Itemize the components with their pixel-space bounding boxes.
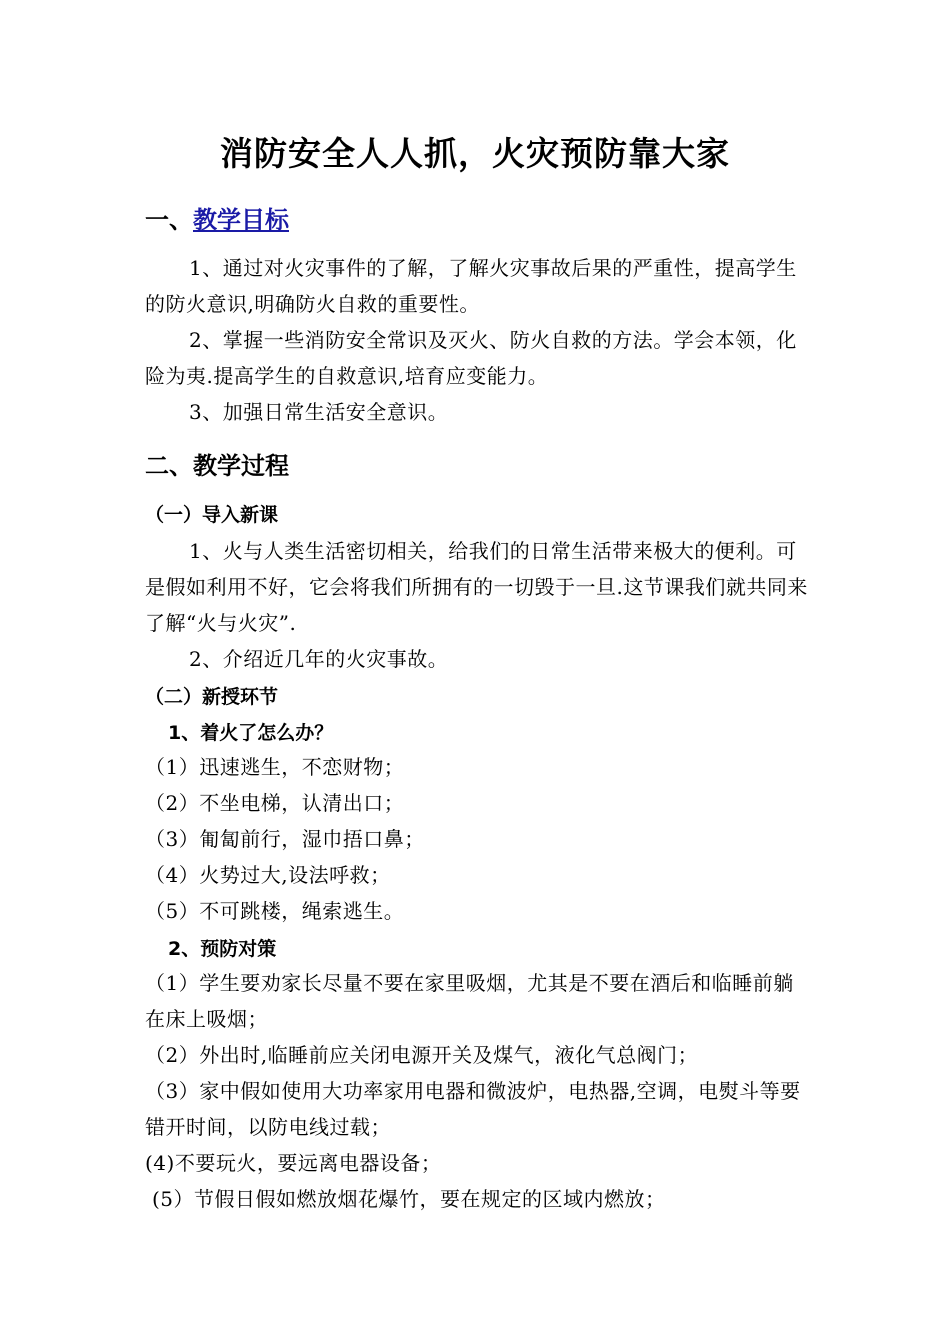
- topic-heading-fire-response: 1、着火了怎么办？: [168, 722, 334, 744]
- objective-item: 1、通过对火灾事件的了解，了解火灾事故后果的严重性，提高学生的防火意识,明确防火自救的重要性。: [145, 256, 797, 316]
- list-item: (4)不要玩火，要远离电器设备；: [145, 1151, 442, 1175]
- section-heading-objectives: [145, 200, 289, 235]
- list-item: （3）家中假如使用大功率家用电器和微波炉，电热器,空调，电熨斗等要错开时间，以防电线过载；: [145, 1079, 801, 1139]
- list-item: （1）迅速逃生，不恋财物；: [145, 755, 405, 779]
- list-item: （3）匍匐前行，湿巾捂口鼻；: [145, 827, 425, 851]
- list-item: （2）不坐电梯，认清出口；: [145, 791, 405, 815]
- subsection-heading-intro: （一）导入新课: [145, 504, 279, 526]
- intro-item: 1、火与人类生活密切相关，给我们的日常生活带来极大的便利。可是假如利用不好，它会将我们所拥有的一切毁于一旦.这节课我们就共同来了解“火与火灾”.: [145, 539, 808, 635]
- section-heading-process: 二、教学过程: [145, 452, 289, 480]
- topic-heading-prevention: 2、预防对策: [168, 938, 277, 960]
- list-item: （5）不可跳楼，绳索逃生。: [145, 899, 405, 923]
- objective-item: 2、掌握一些消防安全常识及灭火、防火自救的方法。学会本领，化险为夷.提高学生的自救意识,培育应变能力。: [145, 328, 797, 388]
- list-item: （2）外出时,临睡前应关闭电源开关及煤气，液化气总阀门；: [145, 1043, 699, 1067]
- list-item: （4）火势过大,设法呼救；: [145, 863, 391, 887]
- document-title: 消防安全人人抓，火灾预防靠大家: [220, 134, 730, 173]
- intro-item: 2、介绍近几年的火灾事故。: [189, 647, 449, 671]
- objective-item: 3、加强日常生活安全意识。: [189, 400, 449, 424]
- list-item: （1）学生要劝家长尽量不要在家里吸烟，尤其是不要在酒后和临睡前躺在床上吸烟；: [145, 971, 794, 1031]
- section-number: 一、: [145, 206, 193, 234]
- list-item: (5）节假日假如燃放烟花爆竹，要在规定的区域内燃放；: [152, 1187, 666, 1211]
- objectives-link[interactable]: 教学目标: [193, 206, 289, 234]
- subsection-heading-new-lesson: （二）新授环节: [145, 686, 279, 708]
